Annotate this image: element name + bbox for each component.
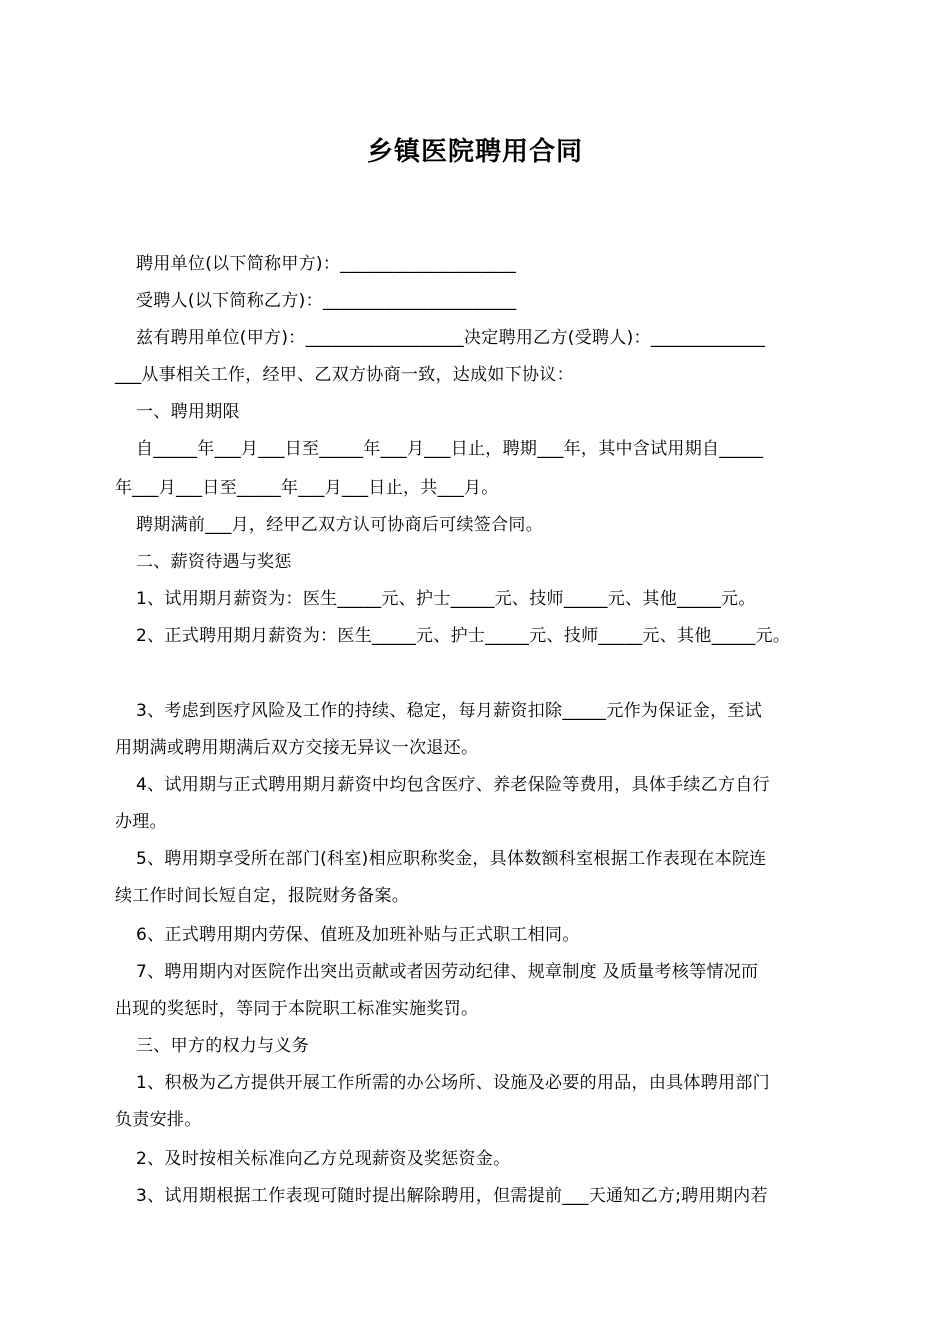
salary-clause-6: 6、正式聘用期内劳保、值班及加班补贴与正式职工相同。 [136, 925, 580, 945]
salary-clause-2: 2、正式聘用期月薪资为：医生_____元、护士_____元、技师_____元、其他_____元。 [136, 626, 791, 646]
section-heading-1: 一、聘用期限 [136, 402, 240, 422]
salary-clause-5-line-1: 5、聘用期享受所在部门(科室)相应职称奖金，具体数额科室根据工作表现在本院连 [136, 849, 767, 869]
duty-clause-1-line-1: 1、积极为乙方提供开展工作所需的办公场所、设施及必要的用品，由具体聘用部门 [136, 1073, 770, 1093]
duty-clause-3-line-1: 3、试用期根据工作表现可随时提出解除聘用，但需提前___天通知乙方;聘用期内若 [136, 1186, 768, 1206]
salary-clause-1: 1、试用期月薪资为：医生_____元、护士_____元、技师_____元、其他_____元。 [136, 589, 756, 609]
salary-clause-3-line-2: 用期满或聘用期满后双方交接无异议一次退还。 [115, 738, 479, 758]
term-line-2: 年___月___日至_____年___月___日止，共___月。 [115, 478, 499, 498]
section-heading-2: 二、薪资待遇与奖惩 [136, 552, 292, 572]
preamble-line-2: ___从事相关工作，经甲、乙双方协商一致，达成如下协议： [115, 365, 574, 385]
salary-clause-4-line-2: 办理。 [115, 812, 167, 832]
salary-clause-7-line-2: 出现的奖惩时，等同于本院职工标准实施奖罚。 [115, 999, 479, 1019]
duty-clause-1-line-2: 负责安排。 [115, 1110, 202, 1130]
salary-clause-3-line-1: 3、考虑到医疗风险及工作的持续、稳定，每月薪资扣除_____元作为保证金，至试 [136, 701, 763, 721]
preamble-line-1: 兹有聘用单位(甲方)：__________________决定聘用乙方(受聘人)：_____________ [136, 328, 766, 348]
salary-clause-7-line-1: 7、聘用期内对医院作出突出贡献或者因劳动纪律、规章制度 及质量考核等情况而 [136, 962, 759, 982]
document-title: 乡镇医院聘用合同 [366, 137, 583, 167]
salary-clause-5-line-2: 续工作时间长短自定，报院财务备案。 [115, 886, 410, 906]
salary-clause-4-line-1: 4、试用期与正式聘用期月薪资中均包含医疗、养老保险等费用，具体手续乙方自行 [136, 775, 770, 795]
employer-line: 聘用单位(以下简称甲方)：____________________ [136, 254, 517, 274]
section-heading-3: 三、甲方的权力与义务 [136, 1036, 309, 1056]
renewal-line: 聘期满前___月，经甲乙双方认可协商后可续签合同。 [136, 515, 543, 535]
duty-clause-2: 2、及时按相关标准向乙方兑现薪资及奖惩资金。 [136, 1149, 511, 1169]
term-line-1: 自_____年___月___日至_____年___月___日止，聘期___年，其中含试用期自_____ [136, 439, 764, 459]
employee-line: 受聘人(以下简称乙方)：______________________ [136, 291, 517, 311]
